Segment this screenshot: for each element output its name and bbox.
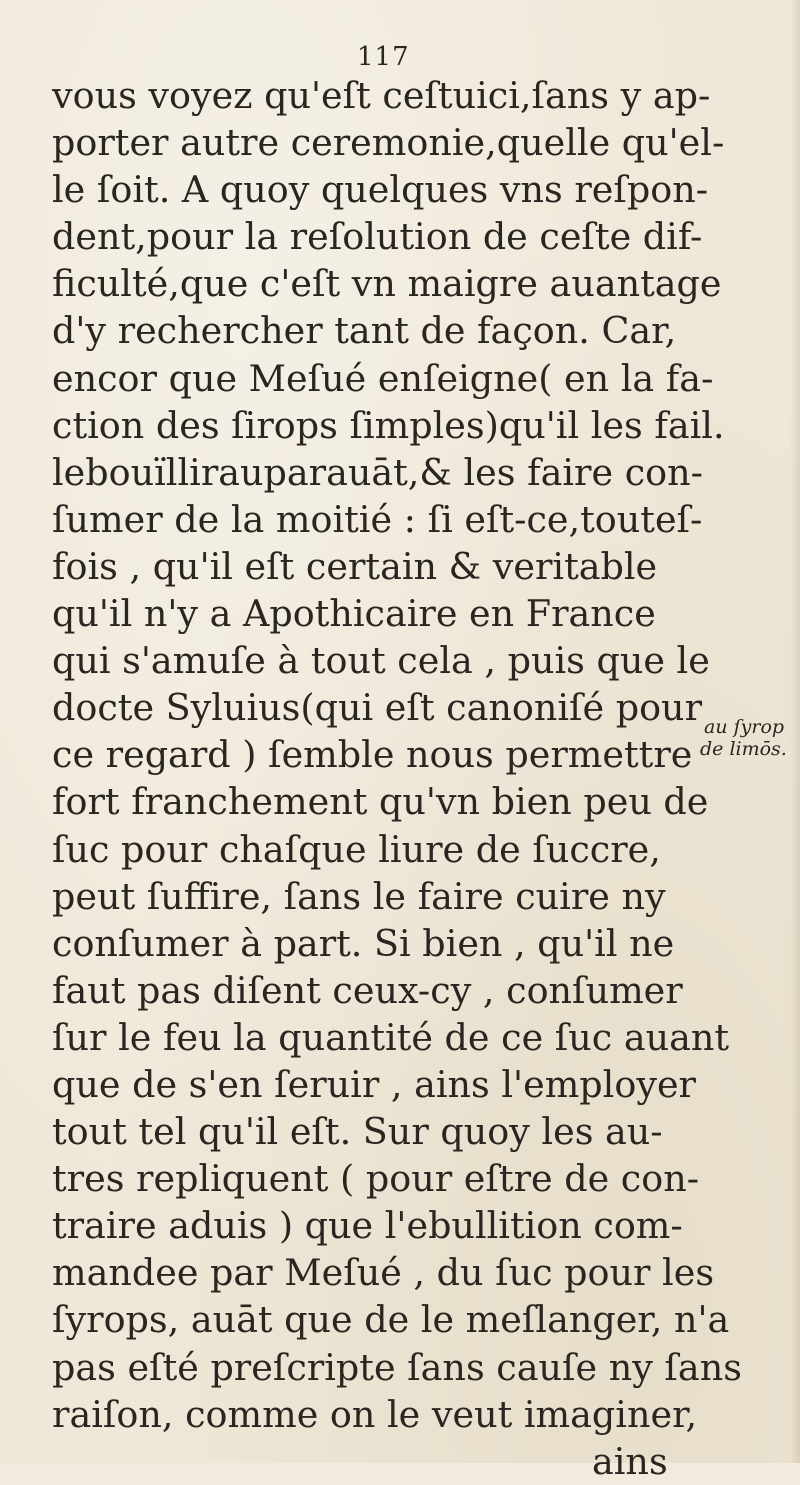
text-line-4: dent,pour la reſolution de ceſte dif- (52, 215, 703, 259)
text-line-15: ce regard ) ſemble nous permettre (52, 733, 693, 777)
text-line-19: conſumer à part. Si bien , qu'il ne (52, 921, 675, 965)
text-line-12: qu'il n'y a Apothicaire en France (52, 592, 656, 636)
page-number: 117 (357, 42, 410, 72)
text-line-24: tres repliquent ( pour eſtre de con- (52, 1157, 700, 1201)
text-line-13: qui s'amuſe à tout cela , puis que le (52, 639, 710, 683)
text-line-17: ſuc pour chaſque liure de ſuccre, (52, 827, 661, 871)
text-line-21: ſur le feu la quantité de ce ſuc auant (52, 1015, 730, 1059)
text-line-25: traire aduis ) que l'ebullition com- (52, 1204, 683, 1248)
margin-note (696, 716, 796, 760)
text-line-2: porter autre ceremonie,quelle qu'el- (52, 121, 725, 165)
text-line-16: fort franchement qu'vn bien peu de (52, 780, 709, 824)
text-line-29: raiſon, comme on le veut imaginer, (52, 1392, 698, 1436)
catchword: ains (592, 1439, 668, 1483)
body-text (52, 72, 742, 1485)
text-line-11: fois , qu'il eſt certain & veritable (52, 544, 658, 588)
margin-note-line-1: au ſyrop (704, 716, 785, 738)
text-line-9: lebouïllirauparauāt,& les faire con- (52, 450, 703, 494)
text-line-6: d'y rechercher tant de façon. Car, (52, 309, 677, 353)
text-line-8: ction des ſirops ſimples)qu'il les fail. (52, 403, 725, 447)
text-line-10: ſumer de la moitié : ſi eſt-ce,touteſ- (52, 497, 703, 541)
text-line-20: faut pas diſent ceux-cy , conſumer (52, 968, 683, 1012)
margin-note-line-2: de limōs. (700, 738, 787, 760)
text-line-28: pas eſté preſcripte ſans cauſe ny ſans (52, 1345, 742, 1389)
text-line-26: mandee par Meſué , du ſuc pour les (52, 1251, 715, 1295)
text-line-5: ficulté,que c'eſt vn maigre auantage (52, 262, 722, 306)
text-line-23: tout tel qu'il eſt. Sur quoy les au- (52, 1110, 663, 1154)
text-line-7: encor que Meſué enſeigne( en la fa- (52, 356, 714, 400)
text-line-14: docte Syluius(qui eſt canoniſé pour (52, 686, 703, 730)
text-line-3: le ſoit. A quoy quelques vns reſpon- (52, 168, 709, 212)
text-line-27: ſyrops, auāt que de le meſlanger, n'a (52, 1298, 730, 1342)
text-line-22: que de s'en ſeruir , ains l'employer (52, 1062, 696, 1106)
text-line-18: peut ſuffire, ſans le faire cuire ny (52, 874, 666, 918)
text-line-1: vous voyez qu'eſt ceſtuici,ſans y ap- (52, 74, 711, 117)
